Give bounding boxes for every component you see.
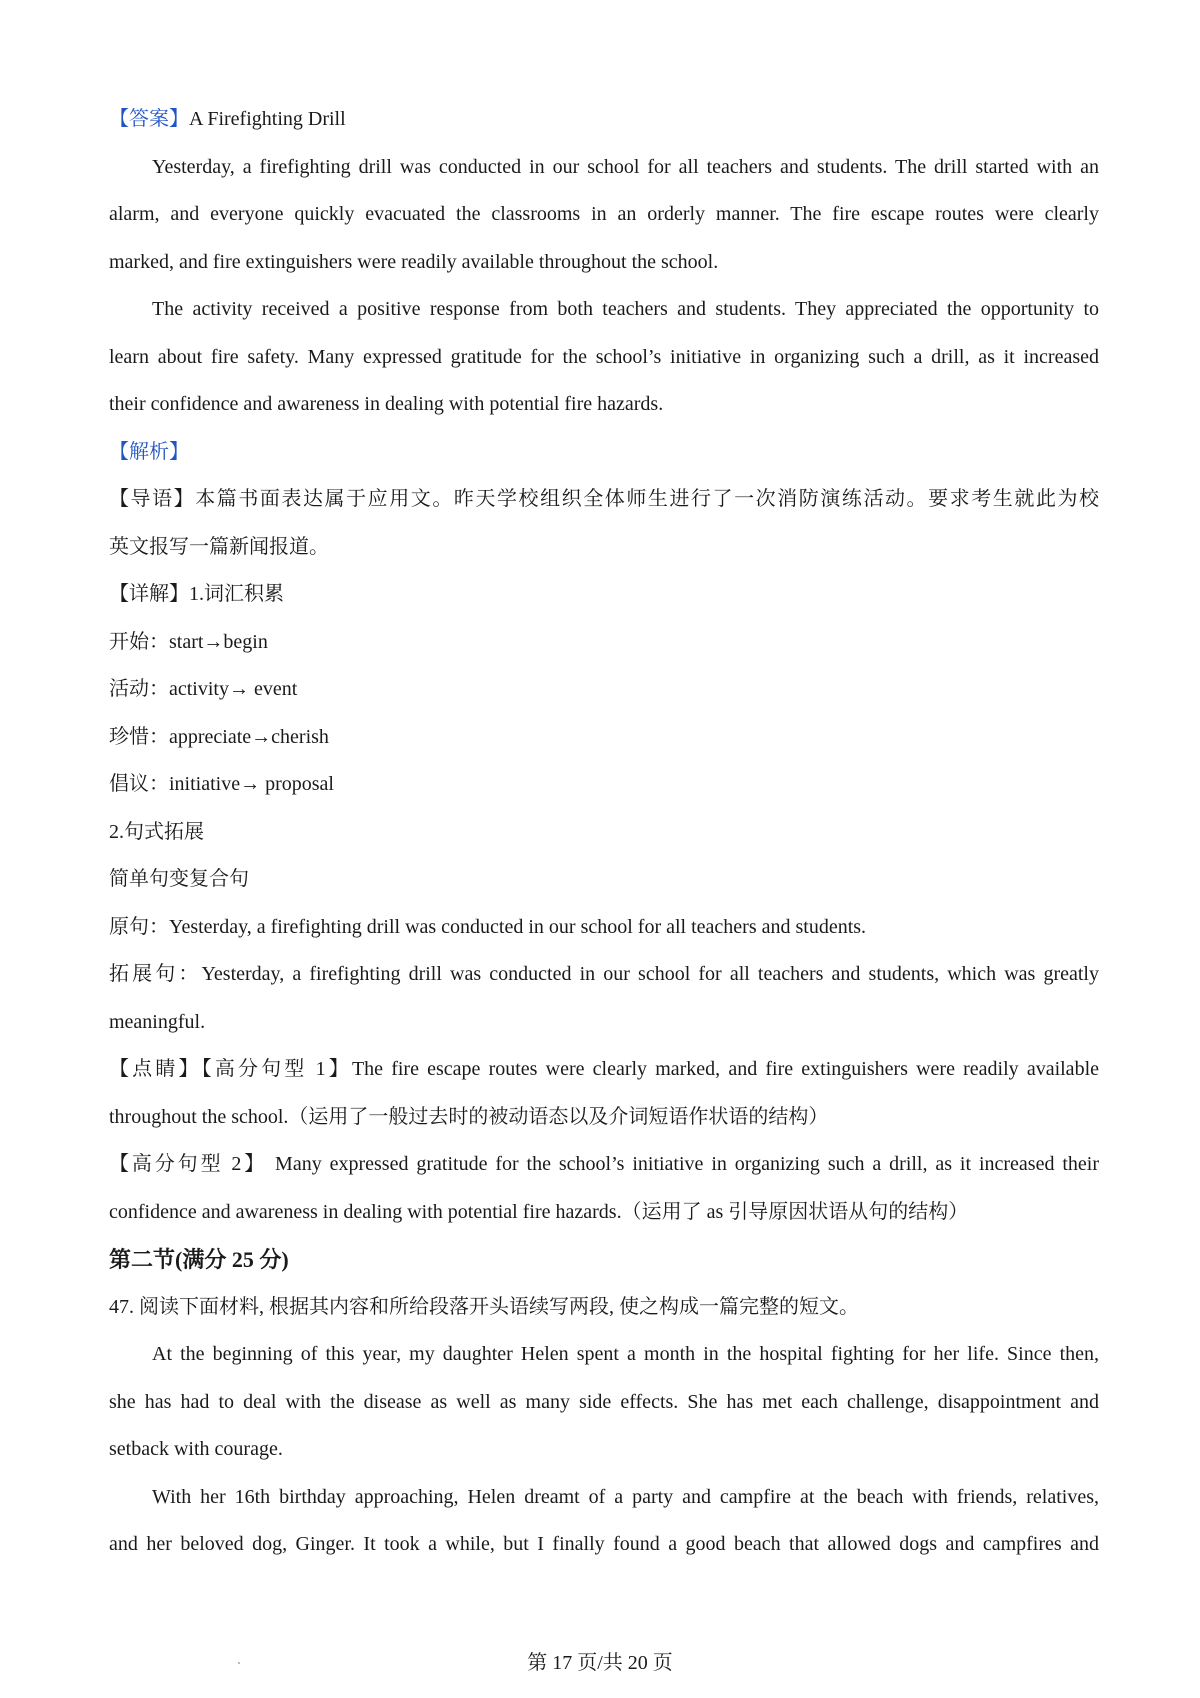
answer-p2-line1: The activity received a positive response from both teachers and students. They appreciated the opportunity to (152, 298, 1099, 320)
page-number: 第 17 页/共 20 页 (527, 1652, 673, 1674)
story-p1-line2: she has had to deal with the disease as well as many side effects. She has met each challenge, disappointment and (109, 1390, 1099, 1413)
intro-line1: 【导语】本篇书面表达属于应用文。昨天学校组织全体师生进行了一次消防演练活动。要求考生就此为校 (109, 488, 1099, 510)
highlight1-line1: 【点睛】【高分句型 1】The fire escape routes were clearly marked, and fire extinguishers were readily available (109, 1058, 1099, 1080)
page-content (109, 96, 1099, 1569)
story-p1-line1: At the beginning of this year, my daughter Helen spent a month in the hospital fighting for her life. Since then, (152, 1343, 1099, 1365)
question-instruction: 47. 阅读下面材料, 根据其内容和所给段落开头语续写两段, 使之构成一篇完整的短文。 (109, 1295, 859, 1318)
vocab-item: 珍惜：appreciate→cherish (109, 725, 329, 748)
vocab-item: 活动：activity→ event (109, 678, 298, 700)
detail-heading: 【详解】1.词汇积累 (109, 583, 284, 605)
analysis-label: 【解析】 (109, 440, 189, 463)
expanded-line1: 拓展句：Yesterday, a firefighting drill was conducted in our school for all teachers and students, which was greatly (109, 963, 1099, 985)
highlight1-line2: throughout the school.（运用了一般过去时的被动语态以及介词短语作状语的结构） (109, 1105, 829, 1128)
answer-p2-line2: learn about fire safety. Many expressed gratitude for the school’s initiative in organizing such a drill, as it increased (109, 345, 1099, 368)
highlight2-line2: confidence and awareness in dealing with potential fire hazards.（运用了 as 引导原因状语从句的结构） (109, 1200, 969, 1223)
essay-title: A Firefighting Drill (189, 108, 346, 130)
answer-p1-line3: marked, and fire extinguishers were readily available throughout the school. (109, 250, 719, 273)
intro-line2: 英文报写一篇新闻报道。 (109, 535, 329, 558)
story-p1-line3: setback with courage. (109, 1438, 283, 1460)
section-heading: 第二节(满分 25 分) (109, 1247, 289, 1272)
vocab-item: 开始：start→begin (109, 630, 268, 653)
sentence-subheading: 简单句变复合句 (109, 868, 249, 890)
highlight2-line1: 【高分句型 2】 Many expressed gratitude for the school’s initiative in organizing such a drill, as it increased their (109, 1153, 1099, 1175)
story-p2-line1: With her 16th birthday approaching, Helen dreamt of a party and campfire at the beach with friends, relatives, (152, 1485, 1099, 1508)
vocab-item: 倡议：initiative→ proposal (109, 773, 334, 795)
sentence-heading: 2.句式拓展 (109, 820, 204, 843)
answer-heading (109, 96, 1099, 144)
answer-p1-line1: Yesterday, a firefighting drill was conducted in our school for all teachers and students. The drill started with an (152, 155, 1099, 178)
answer-p2-line3: their confidence and awareness in dealing with potential fire hazards. (109, 393, 664, 415)
story-p2-line2: and her beloved dog, Ginger. It took a while, but I finally found a good beach that allowed dogs and campfires and (109, 1533, 1099, 1555)
answer-p1-line2: alarm, and everyone quickly evacuated the classrooms in an orderly manner. The fire escape routes were clearly (109, 203, 1099, 225)
expanded-line2: meaningful. (109, 1010, 206, 1033)
original-sentence: 原句：Yesterday, a firefighting drill was conducted in our school for all teachers and students. (109, 915, 867, 938)
answer-label: 【答案】 (109, 108, 189, 130)
